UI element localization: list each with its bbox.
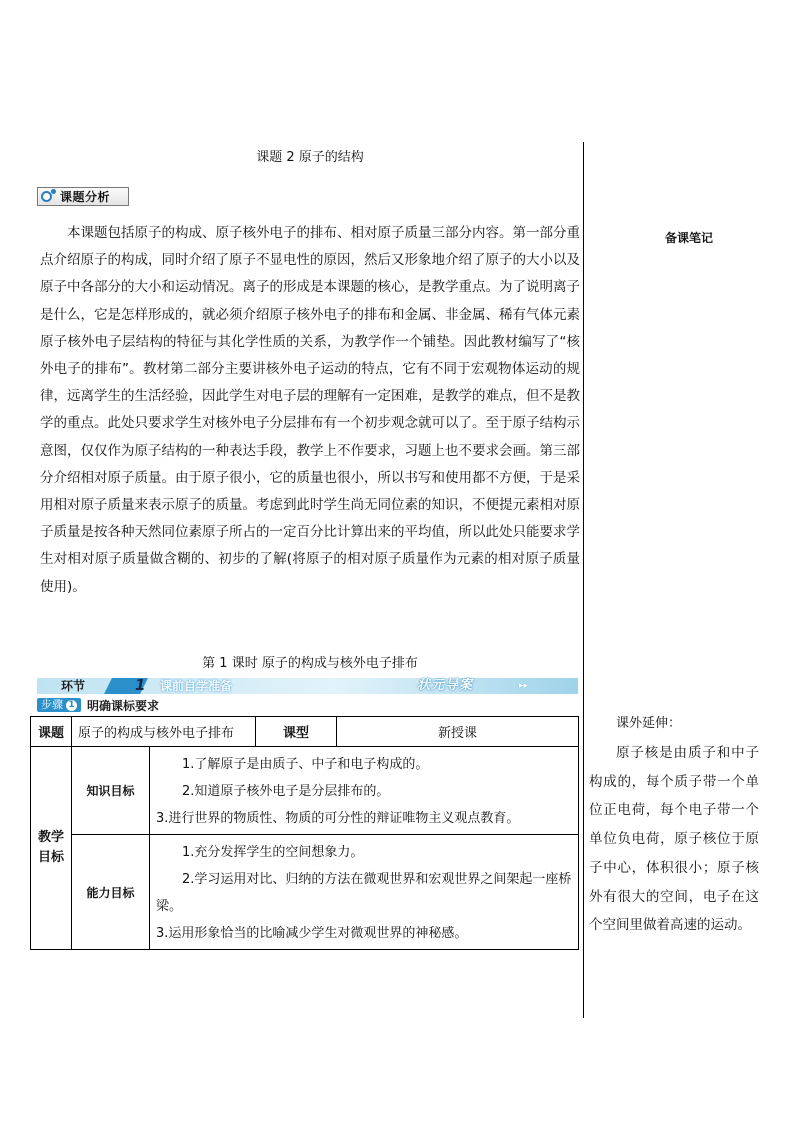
type-value: 新授课 xyxy=(337,717,579,747)
section-prefix: 环节 xyxy=(61,679,86,693)
analysis-badge xyxy=(37,187,129,206)
ability-key: 能力目标 xyxy=(72,835,150,950)
step-tag xyxy=(37,698,81,712)
step-number: 1 xyxy=(66,700,77,711)
table-header-row xyxy=(31,717,579,747)
ability-goals xyxy=(150,835,579,950)
section-label: 课前自学准备 xyxy=(160,679,233,693)
knowledge-goals xyxy=(150,747,579,835)
brand-label: 状元导案 xyxy=(417,678,474,693)
ability-row xyxy=(31,835,579,950)
section-number: 1 xyxy=(135,676,146,694)
period-title: 第 1 课时 原子的构成与核外电子排布 xyxy=(202,656,418,671)
lesson-title: 课题 2 原子的结构 xyxy=(256,150,364,165)
goals-key-text: 教学目标 xyxy=(37,830,64,865)
knowledge-row xyxy=(31,747,579,835)
ability-item: 2.学习运用对比、归纳的方法在微观世界和宏观世界之间架起一座桥梁。 xyxy=(156,872,572,914)
extension-text: 原子核是由质子和中子构成的，每个质子带一个单位正电荷，每个电子带一个单位负电荷，原子核位于原子中心，体积很小；原子核外有很大的空间，电子在这个空间里做着高速的运动。 xyxy=(589,745,759,934)
atom-icon xyxy=(38,188,60,205)
course-key: 课题 xyxy=(31,717,72,747)
knowledge-item: 2.知道原子核外电子是分层排布的。 xyxy=(182,784,390,799)
ability-item: 1.充分发挥学生的空间想象力。 xyxy=(182,845,364,860)
section-bar xyxy=(37,678,578,694)
goals-key xyxy=(31,747,72,950)
column-divider xyxy=(583,142,584,1018)
double-arrow-icon: ▸▸ xyxy=(519,681,529,691)
badge-label: 课题分析 xyxy=(60,190,111,204)
extension-heading: 课外延伸： xyxy=(616,716,682,731)
type-key: 课型 xyxy=(256,717,337,747)
knowledge-key: 知识目标 xyxy=(72,747,150,835)
sidebar-title: 备课笔记 xyxy=(664,231,713,245)
step-label: 明确课标要求 xyxy=(87,698,160,713)
knowledge-item: 3.进行世界的物质性、物质的可分性的辩证唯物主义观点教育。 xyxy=(156,811,520,826)
knowledge-item: 1.了解原子是由质子、中子和电子构成的。 xyxy=(182,757,429,772)
course-value: 原子的构成与核外电子排布 xyxy=(72,717,256,747)
goals-table xyxy=(30,716,579,950)
analysis-paragraph: 本课题包括原子的构成、原子核外电子的排布、相对原子质量三部分内容。第一部分重点介绍原子的构成，同时介绍了原子不显电性的原因，然后又形象地介绍了原子的大小以及原子中各部分的大小和运动情况。离子的形成是本课题的核心，是教学重点。为了说明离子是什么，它是怎样形成的，就必须介绍原子核外电子的排布和金属、非金属、稀有气体元素原子核外电子层结构的特征与其化学性质的关系，为教学作一个铺垫。因此教材编写了“核外电子的排布”。教材第二部分主要讲核外电子运动的特点，它有不同于宏观物体运动的规律，远离学生的生活经验，因此学生对电子层的理解有一定困难，是教学的难点，但不是教学的重点。此处只要求学生对核外电子分层排布有一个初步观念就可以了。至于原子结构示意图，仅仅作为原子结构的一种表达手段，教学上不作要求，习题上也不要求会画。第三部分介绍相对原子质量。由于原子很小，它的质量也很小，所以书写和使用都不方便，于是采用相对原子质量来表示原子的质量。考虑到此时学生尚无同位素的知识，不便提元素相对原子质量是按各种天然同位素原子所占的一定百分比计算出来的平均值，所以此处只能要求学生对相对原子质量做含糊的、初步的了解(将原子的相对原子质量作为元素的相对原子质量使用)。 xyxy=(40,225,580,595)
step-row xyxy=(37,697,159,713)
step-tag-text: 步骤 xyxy=(41,698,63,711)
ability-item: 3.运用形象恰当的比喻减少学生对微观世界的神秘感。 xyxy=(156,926,468,941)
